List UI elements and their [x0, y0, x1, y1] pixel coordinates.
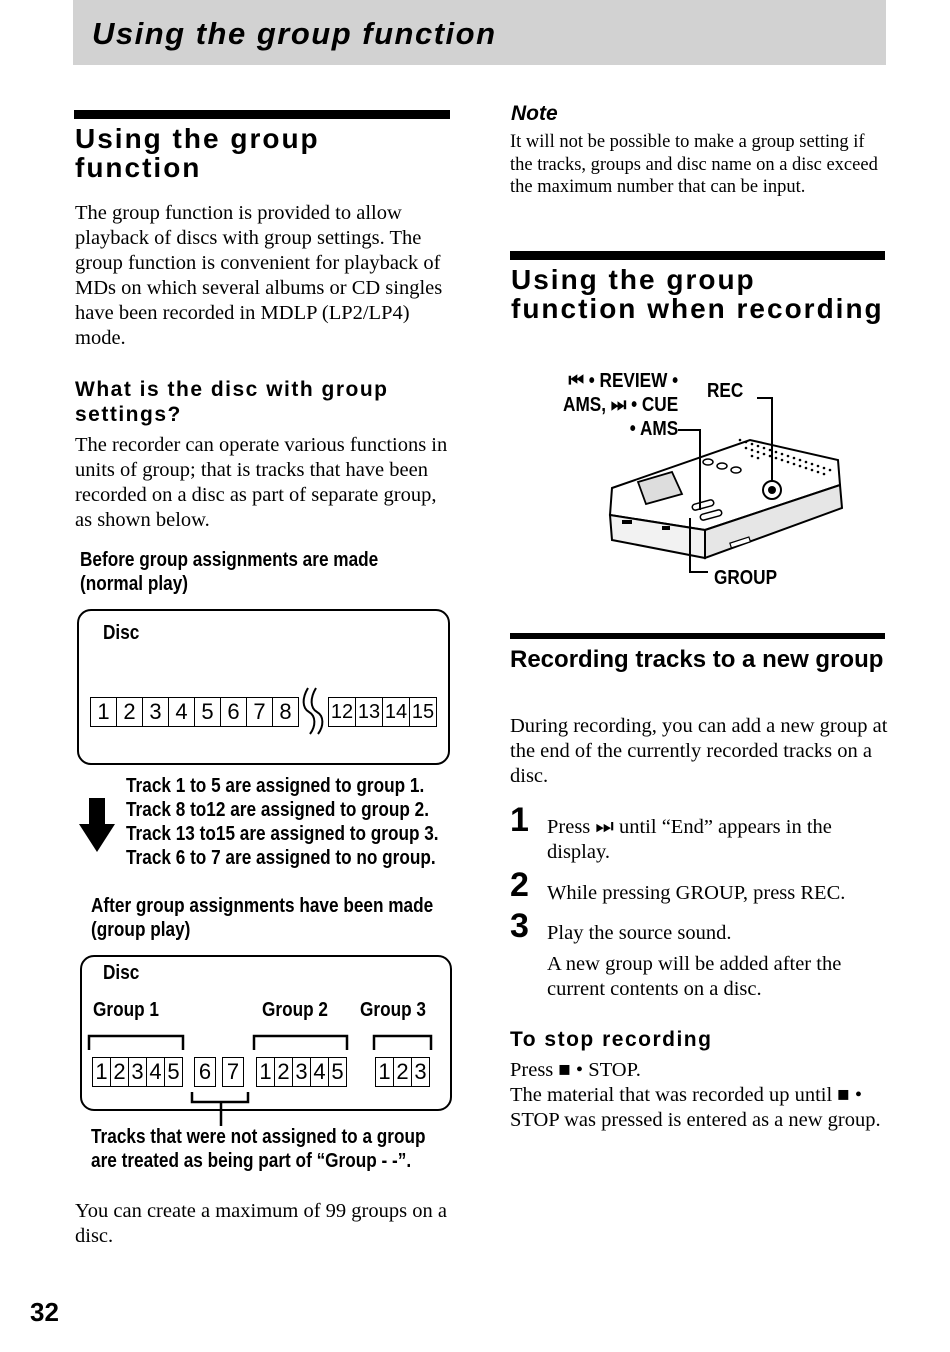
group3-tracks	[375, 1057, 430, 1087]
section-rule	[510, 251, 885, 260]
track-cell: 3	[143, 697, 169, 727]
recording-sub-heading: Recording tracks to a new group	[510, 646, 884, 673]
ungrouped-track-6	[194, 1057, 216, 1087]
diagram1-disc-label: Disc	[103, 622, 140, 644]
track-cell: 4	[147, 1057, 165, 1087]
assignment-line: Track 1 to 5 are assigned to group 1.	[126, 775, 425, 797]
closing-paragraph: You can create a maximum of 99 groups on a disc.	[75, 1200, 447, 1247]
track-cell: 1	[90, 697, 117, 727]
step-extra-text: A new group will be added after the current contents on a disc.	[547, 953, 842, 1000]
step-text: Play the source sound.	[547, 922, 732, 944]
sub-paragraph: The recorder can operate various functions in units of group; that is tracks that have been recorded on a disc as part of separate group, as shown below.	[75, 434, 448, 531]
section-heading: Using the group function	[75, 123, 320, 183]
track-cell: 12	[328, 697, 356, 727]
group1-label: Group 1	[93, 999, 159, 1021]
track-cell: 6	[194, 1057, 216, 1087]
step-text: Press ⏭ until “End” appears in the display.	[547, 816, 832, 863]
assignment-line: Track 8 to12 are assigned to group 2.	[126, 799, 430, 821]
banner-title: Using the group function	[92, 16, 497, 51]
step-number: 3	[510, 907, 529, 945]
stop-body: The material that was recorded up until ■ • STOP was pressed is entered as a new group.	[510, 1084, 881, 1131]
group1-tracks	[92, 1057, 183, 1087]
section-rule	[74, 110, 450, 119]
track-cell: 15	[410, 697, 437, 727]
group-label: GROUP	[714, 567, 778, 589]
ungrouped-note-line2: are treated as being part of “Group - -”.	[91, 1150, 412, 1172]
ungrouped-track-7	[222, 1057, 244, 1087]
assignment-list	[126, 774, 439, 870]
track-cell: 2	[394, 1057, 412, 1087]
group2-tracks	[256, 1057, 347, 1087]
diagram2-caption-line2: (group play)	[91, 919, 191, 941]
diagram1-caption-line2: (normal play)	[80, 573, 188, 595]
diagram1-tracks-b	[328, 697, 437, 727]
md-recorder-illustration	[600, 390, 850, 590]
track-cell: 2	[111, 1057, 129, 1087]
diagram2-disc-label: Disc	[103, 962, 140, 984]
ungrouped-note-line1: Tracks that were not assigned to a group	[91, 1126, 426, 1148]
rec-label: REC	[707, 380, 744, 402]
review-label-line2: AMS, ⏭ • CUE	[563, 394, 679, 416]
track-cell: 3	[129, 1057, 147, 1087]
track-cell: 1	[375, 1057, 394, 1087]
review-label-line1: ⏮ • REVIEW •	[568, 370, 679, 392]
section-heading-recording: Using the group function when recording	[511, 264, 884, 324]
stop-heading: To stop recording	[510, 1028, 713, 1051]
diagram1-caption-line1: Before group assignments are made	[80, 549, 379, 571]
break-mark-icon	[300, 686, 330, 736]
track-cell: 2	[117, 697, 143, 727]
track-cell: 13	[356, 697, 383, 727]
down-arrow-icon	[77, 798, 117, 854]
diagram1-tracks-a	[90, 697, 299, 727]
track-cell: 2	[275, 1057, 293, 1087]
page-number: 32	[30, 1297, 59, 1327]
assignment-line: Track 6 to 7 are assigned to no group.	[126, 847, 436, 869]
diagram1-caption	[80, 548, 378, 596]
assignment-line: Track 13 to15 are assigned to group 3.	[126, 823, 439, 845]
step-text: While pressing GROUP, press REC.	[547, 882, 846, 904]
track-cell: 4	[311, 1057, 329, 1087]
track-cell: 8	[273, 697, 299, 727]
review-label-line3: • AMS	[629, 418, 679, 440]
diagram2-caption	[91, 894, 433, 942]
recording-paragraph: During recording, you can add a new group at the end of the currently recorded tracks on a disc.	[510, 715, 888, 787]
track-cell: 1	[92, 1057, 111, 1087]
group2-label: Group 2	[262, 999, 328, 1021]
track-cell: 7	[247, 697, 273, 727]
step-number: 1	[510, 801, 529, 839]
group3-label: Group 3	[360, 999, 426, 1021]
track-cell: 5	[195, 697, 221, 727]
sub-section-rule	[510, 633, 885, 639]
track-cell: 5	[165, 1057, 183, 1087]
track-cell: 7	[222, 1057, 244, 1087]
ungrouped-note	[91, 1125, 426, 1173]
track-cell: 4	[169, 697, 195, 727]
note-body: It will not be possible to make a group setting if the tracks, groups and disc name on a disc exceed the maximum number that can be input.	[510, 132, 878, 197]
track-cell: 6	[221, 697, 247, 727]
note-heading: Note	[511, 102, 558, 125]
track-cell: 3	[412, 1057, 430, 1087]
track-cell: 3	[293, 1057, 311, 1087]
track-cell: 14	[383, 697, 410, 727]
stop-line1: Press ■ • STOP.	[510, 1059, 641, 1081]
intro-paragraph: The group function is provided to allow playback of discs with group settings. The group function is convenient for playback of MDs on which several albums or CD singles have been recorded in MDLP (LP2/LP4) mode.	[75, 202, 443, 349]
step-number: 2	[510, 866, 529, 904]
track-cell: 1	[256, 1057, 275, 1087]
diagram2-caption-line1: After group assignments have been made	[91, 895, 434, 917]
track-cell: 5	[329, 1057, 347, 1087]
sub-heading: What is the disc with group settings?	[75, 378, 389, 426]
